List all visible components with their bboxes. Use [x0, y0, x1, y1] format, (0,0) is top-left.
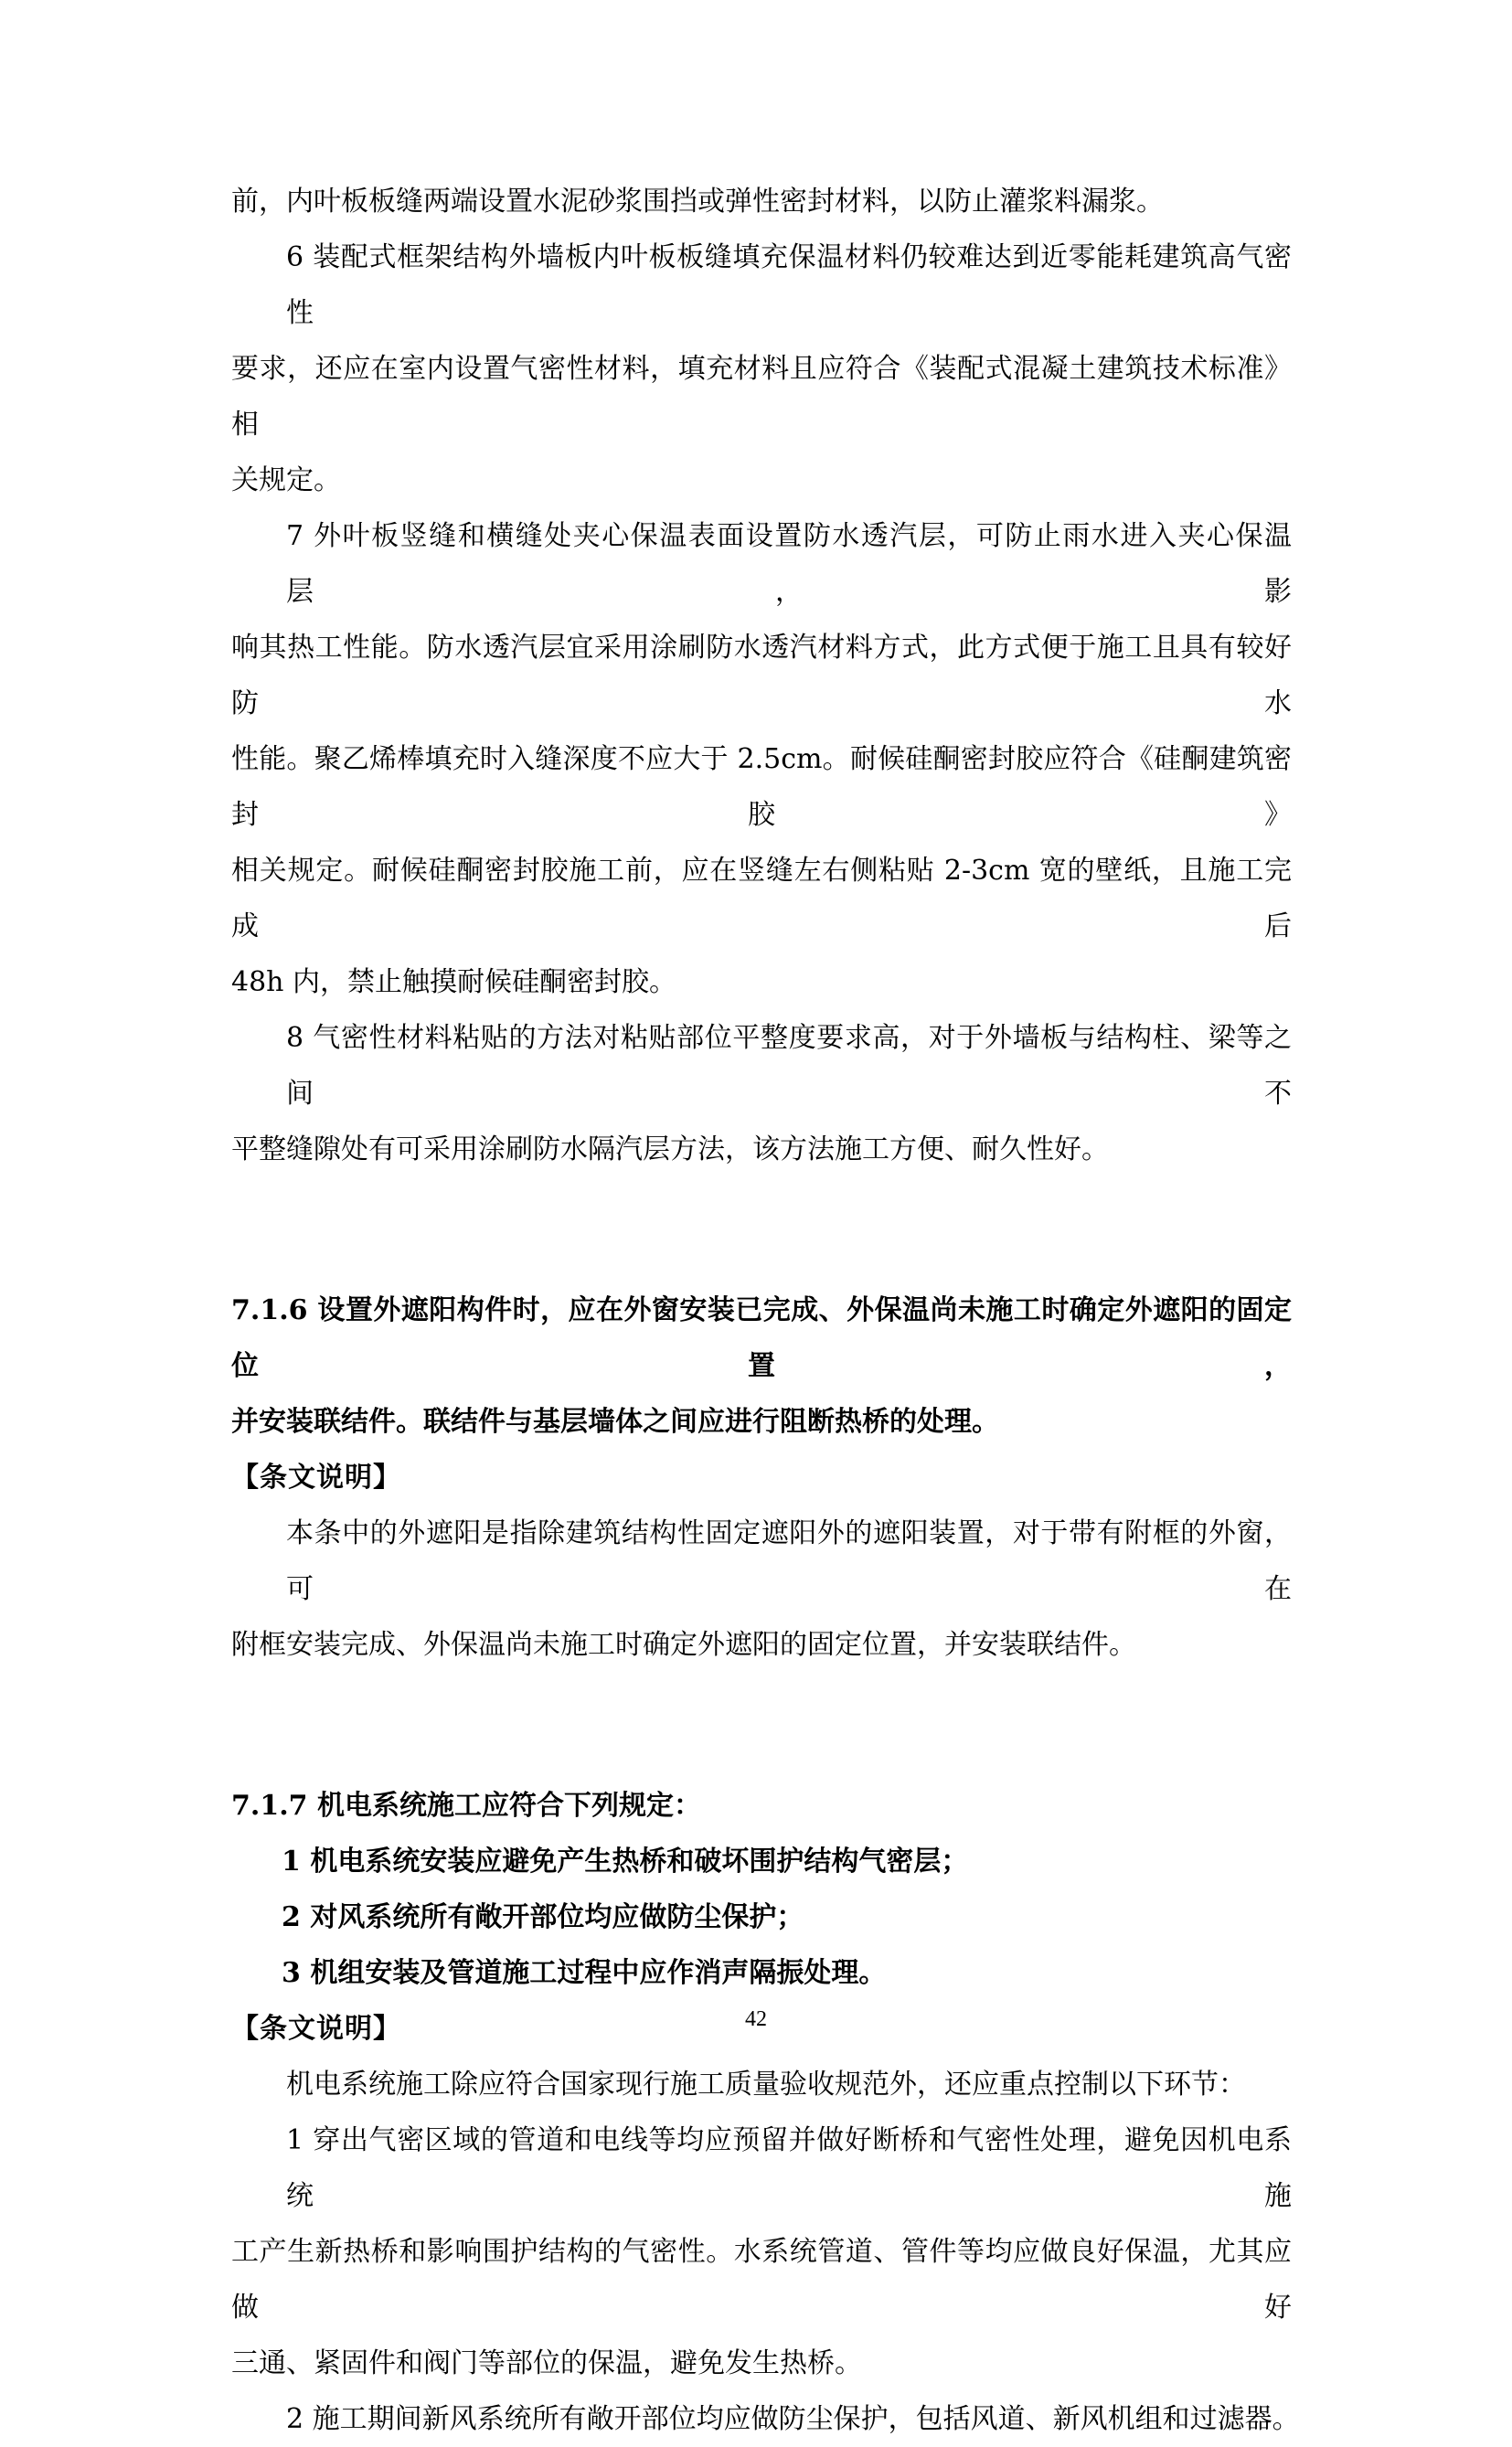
- paragraph-line: 48h 内，禁止触摸耐候硅酮密封胶。: [231, 966, 677, 998]
- paragraph-line: 本条中的外遮阳是指除建筑结构性固定遮阳外的遮阳装置，对于带有附框的外窗，可在: [286, 1517, 1292, 1605]
- clause-heading-7-1-6: 7.1.6 设置外遮阳构件时，应在外窗安装已完成、外保温尚未施工时确定外遮阳的固定位置，: [231, 1294, 1292, 1382]
- paragraph-line: 关规定。: [231, 464, 341, 496]
- paragraph-line: 三通、紧固件和阀门等部位的保温，避免发生热桥。: [231, 2347, 862, 2379]
- clause-item: 1 机电系统安装应避免产生热桥和破坏围护结构气密层；: [282, 1846, 969, 1878]
- paragraph-line: 性能。聚乙烯棒填充时入缝深度不应大于 2.5cm。耐候硅酮密封胶应符合《硅酮建筑密封胶》: [231, 743, 1292, 831]
- paragraph-line: 2 施工期间新风系统所有敞开部位均应做防尘保护，包括风道、新风机组和过滤器。: [286, 2403, 1300, 2435]
- paragraph-line: 要求，还应在室内设置气密性材料，填充材料且应符合《装配式混凝土建筑技术标准》 相: [231, 353, 1292, 441]
- clause-heading-7-1-7: 7.1.7 机电系统施工应符合下列规定：: [231, 1790, 701, 1822]
- document-page: [231, 174, 1300, 2447]
- clause-explanation-label: 【条文说明】: [231, 2013, 401, 2045]
- clause-explanation-label: 【条文说明】: [231, 1462, 401, 1494]
- clause-heading-7-1-6-cont: 并安装联结件。联结件与基层墙体之间应进行阻断热桥的处理。: [231, 1406, 999, 1438]
- page-number: 42: [745, 2007, 767, 2031]
- paragraph-line: 8 气密性材料粘贴的方法对粘贴部位平整度要求高，对于外墙板与结构柱、梁等之间不: [286, 1022, 1292, 1110]
- paragraph-line: 相关规定。耐候硅酮密封胶施工前，应在竖缝左右侧粘贴 2-3cm 宽的壁纸，且施工完成后: [231, 855, 1292, 942]
- paragraph-line: 7 外叶板竖缝和横缝处夹心保温表面设置防水透汽层，可防止雨水进入夹心保温层，影: [286, 520, 1292, 608]
- paragraph-line: 机电系统施工除应符合国家现行施工质量验收规范外，还应重点控制以下环节：: [286, 2069, 1246, 2101]
- paragraph-line: 1 穿出气密区域的管道和电线等均应预留并做好断桥和气密性处理，避免因机电系统施: [286, 2124, 1292, 2212]
- paragraph-line: 附框安装完成、外保温尚未施工时确定外遮阳的固定位置，并安装联结件。: [231, 1629, 1136, 1661]
- paragraph-line: 6 装配式框架结构外墙板内叶板板缝填充保温材料仍较难达到近零能耗建筑高气密性: [286, 241, 1292, 329]
- clause-item: 3 机组安装及管道施工过程中应作消声隔振处理。: [282, 1957, 887, 1989]
- clause-item: 2 对风系统所有敞开部位均应做防尘保护；: [282, 1901, 804, 1933]
- paragraph-line: 工产生新热桥和影响围护结构的气密性。水系统管道、管件等均应做良好保温，尤其应做好: [231, 2236, 1292, 2324]
- paragraph-line: 前，内叶板板缝两端设置水泥砂浆围挡或弹性密封材料，以防止灌浆料漏浆。: [231, 186, 1164, 218]
- paragraph-line: 响其热工性能。防水透汽层宜采用涂刷防水透汽材料方式，此方式便于施工且具有较好防水: [231, 632, 1292, 719]
- paragraph-line: 平整缝隙处有可采用涂刷防水隔汽层方法，该方法施工方便、耐久性好。: [231, 1133, 1109, 1165]
